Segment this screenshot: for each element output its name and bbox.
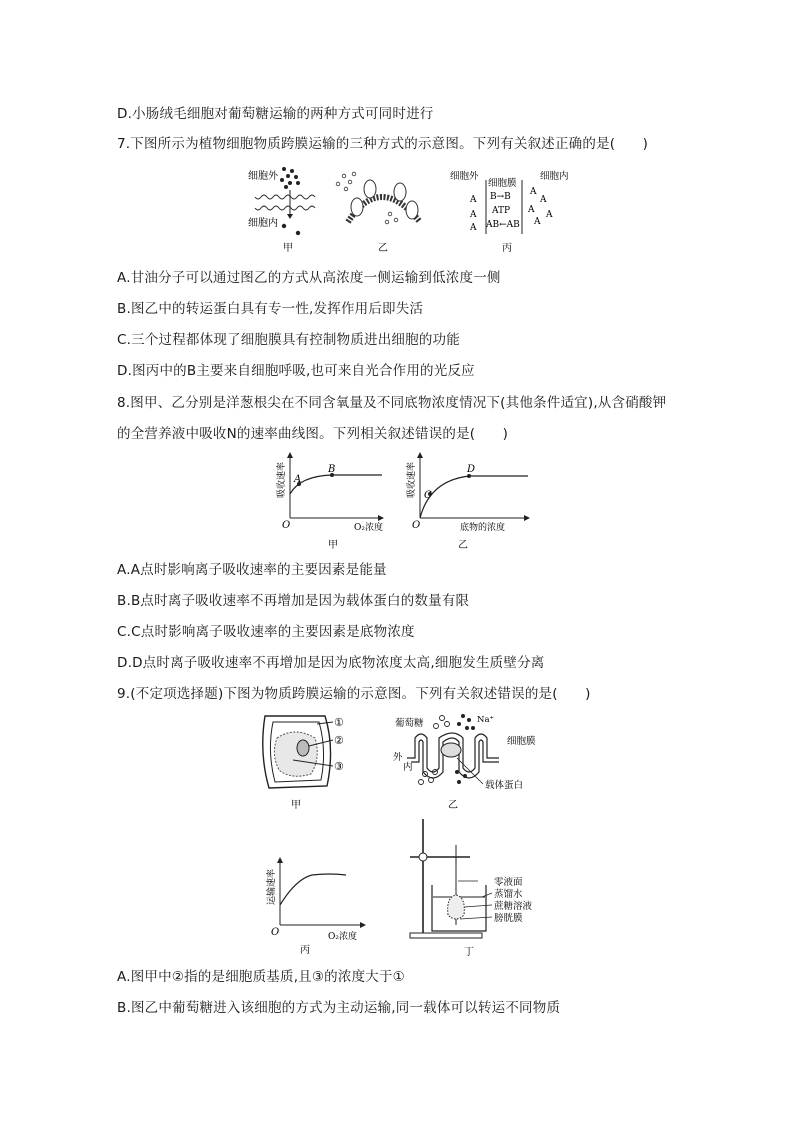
fig8-yi-xlabel: 底物的浓度 [460,523,506,533]
q8-stem-line2: 的全营养液中吸收N的速率曲线图。下列相关叙述错误的是( ) [117,426,509,442]
q9-option-a: A.图甲中②指的是细胞质基质,且③的浓度大于① [117,969,405,985]
fig9-bing [265,857,366,956]
fig7-bing-out-label: 细胞外 [450,171,479,182]
figure-7 [240,162,570,258]
q7-option-a: A.甘油分子可以通过图乙的方式从高浓度一侧运输到低浓度一侧 [117,270,501,286]
fig7-bing-membrane-label: 细胞膜 [488,178,517,189]
fig8-yi-origin: O [412,520,421,531]
q8-option-c: C.C点时影响离子吸收速率的主要因素是底物浓度 [117,624,415,640]
fig9-ding-label-3: 蔗糖溶液 [494,901,533,912]
fig8-jia-caption: 甲 [328,540,338,551]
fig9-yi-glucose-label: 葡萄糖 [395,718,424,729]
fig7-bing-a5: A [540,195,547,205]
fig7-bing-ab: AB←AB [486,220,520,230]
fig8-jia-ylabel: 吸收速率 [277,461,287,498]
fig8-jia-origin: O [282,520,291,531]
fig9-ding [410,819,533,958]
fig7-bing-a8: A [534,217,541,227]
fig7-bing-a7: A [546,210,553,220]
q9-option-b: B.图乙中葡萄糖进入该细胞的方式为主动运输,同一载体可以转运不同物质 [117,1000,561,1016]
q8-option-a: A.A点时影响离子吸收速率的主要因素是能量 [117,562,387,578]
q8-option-d: D.D点时离子吸收速率不再增加是因为底物浓度太高,细胞发生质壁分离 [117,655,545,671]
fig9-yi [393,714,536,811]
fig9-yi-na-label: Na⁺ [477,715,494,725]
fig7-jia-caption: 甲 [283,243,293,254]
fig9-ding-label-2: 蒸馏水 [494,889,523,900]
fig9-bing-xlabel: O₂浓度 [328,932,357,942]
fig8-yi [405,452,530,551]
fig9-yi-out-label: 外 [393,752,403,763]
fig7-yi [336,172,420,254]
fig9-jia-caption: 甲 [291,800,301,811]
fig9-yi-caption: 乙 [448,800,458,811]
fig7-bing-a1: A [470,195,477,205]
fig7-bing [450,170,569,254]
fig9-bing-caption: 丙 [300,945,310,956]
fig7-jia [248,167,315,254]
q8-stem-line1: 8.图甲、乙分别是洋葱根尖在不同含氧量及不同底物浓度情况下(其他条件适宜),从含硝酸钾 [117,395,667,411]
q7-stem: 7.下图所示为植物细胞物质跨膜运输的三种方式的示意图。下列有关叙述正确的是( ) [117,136,649,152]
figure-9-top [255,708,605,813]
fig7-jia-out-label: 细胞外 [248,171,278,182]
fig9-yi-in-label: 内 [403,762,413,773]
fig9-bing-ylabel: 运输速率 [267,868,277,905]
fig7-bing-a6: A [528,205,535,215]
fig7-bing-atp: ATP [492,206,511,216]
fig9-ding-caption: 丁 [464,947,474,958]
q6-option-d: D.小肠绒毛细胞对葡萄糖运输的两种方式可同时进行 [117,106,434,122]
fig8-yi-point-d: D [467,464,476,475]
fig9-yi-carrier-label: 载体蛋白 [485,780,524,791]
fig8-jia-point-a: A [294,474,302,485]
fig7-yi-caption: 乙 [378,243,388,254]
figure-9-bottom [260,815,560,963]
fig9-ding-label-1: 零液面 [494,877,523,888]
fig9-jia [263,716,344,811]
fig9-jia-label-3: ③ [334,760,344,773]
q8-option-b: B.B点时离子吸收速率不再增加是因为载体蛋白的数量有限 [117,593,470,609]
fig7-jia-in-label: 细胞内 [248,218,278,229]
q7-option-c: C.三个过程都体现了细胞膜具有控制物质进出细胞的功能 [117,332,460,348]
q7-option-d: D.图丙中的B主要来自细胞呼吸,也可来自光合作用的光反应 [117,363,475,379]
fig7-bing-a3: A [470,223,477,233]
fig7-bing-in-label: 细胞内 [540,171,569,182]
fig9-jia-label-1: ① [334,716,344,729]
fig7-bing-a2: A [470,210,477,220]
fig9-bing-origin: O [271,927,280,938]
fig8-jia-xlabel: O₂浓度 [354,523,383,533]
fig8-jia-point-b: B [328,464,336,475]
fig8-yi-point-c: C [424,490,432,501]
fig8-yi-ylabel: 吸收速率 [407,461,417,498]
figure-8 [270,448,540,556]
q7-option-b: B.图乙中的转运蛋白具有专一性,发挥作用后即失活 [117,301,424,317]
fig7-bing-b: B→B [490,192,511,202]
fig7-bing-a4: A [530,187,537,197]
fig8-jia [275,452,384,551]
fig9-ding-label-4: 膀胱膜 [494,913,523,924]
fig9-jia-label-2: ② [334,734,344,747]
fig9-yi-membrane-label: 细胞膜 [507,736,536,747]
fig8-yi-caption: 乙 [458,540,468,551]
fig7-bing-caption: 丙 [502,243,512,254]
q9-stem: 9.(不定项选择题)下图为物质跨膜运输的示意图。下列有关叙述错误的是( ) [117,686,591,702]
